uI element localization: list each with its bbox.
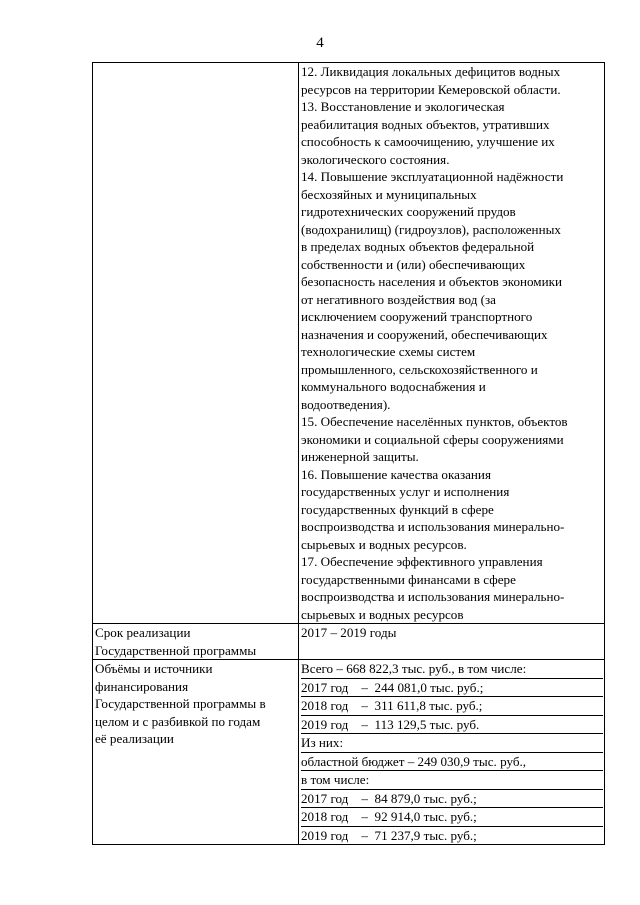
goal-line: 13. Восстановление и экологическая [301, 99, 505, 114]
finance-line: в том числе: [301, 770, 603, 789]
goal-line: от негативного воздействия вод (за [301, 291, 496, 307]
goal-line: собственности и (или) обеспечивающих [301, 256, 526, 272]
goal-line: сырьевых и водных ресурсов. [301, 536, 467, 552]
finance-label-line: Объёмы и источники [95, 661, 213, 676]
finance-line: Всего – 668 822,3 тыс. руб., в том числе: [301, 661, 527, 676]
goal-line: государственных функций в сфере [301, 501, 494, 517]
goal-line: сырьевых и водных ресурсов [301, 606, 464, 622]
finance-label-line: финансирования [95, 678, 189, 694]
goal-line: промышленного, сельскохозяйственного и [301, 361, 538, 377]
finance-line: 2017 год – 244 081,0 тыс. руб.; [301, 678, 603, 697]
goal-line: гидротехнических сооружений прудов [301, 204, 516, 219]
goal-line: водоотведения). [301, 396, 391, 412]
finance-line: 2018 год – 311 611,8 тыс. руб.; [301, 696, 603, 715]
table-row-goals [93, 63, 605, 624]
goal-line: 12. Ликвидация локальных дефицитов водных [301, 64, 561, 79]
goal-line: воспроизводства и использования минерально- [301, 519, 565, 534]
finance-label-line: Государственной программы в [95, 696, 266, 711]
goal-line: реабилитация водных объектов, утративших [301, 116, 550, 132]
goal-line: назначения и сооружений, обеспечивающих [301, 326, 548, 342]
goal-line: экологического состояния. [301, 151, 450, 167]
goal-line: государственных услуг и исполнения [301, 484, 510, 499]
finance-line: областной бюджет – 249 030,9 тыс. руб., [301, 752, 603, 771]
goal-line: безопасность населения и объектов экономики [301, 274, 562, 289]
goal-line: инженерной защиты. [301, 449, 419, 464]
goal-line: экономики и социальной сферы сооружениями [301, 431, 564, 447]
finance-value-cell [299, 660, 605, 845]
goal-line: ресурсов на территории Кемеровской области. [301, 81, 561, 97]
finance-line: 2017 год – 84 879,0 тыс. руб.; [301, 789, 603, 808]
page-number: 4 [316, 35, 324, 51]
table-row-term [93, 624, 605, 660]
goal-line: технологические схемы систем [301, 344, 476, 359]
finance-line: 2018 год – 92 914,0 тыс. руб.; [301, 807, 603, 826]
finance-label-line: целом и с разбивкой по годам [95, 713, 261, 729]
goal-line: 15. Обеспечение населённых пунктов, объектов [301, 414, 568, 429]
goal-line: (водохранилищ) (гидроузлов), расположенных [301, 221, 561, 237]
finance-line: 2019 год – 113 129,5 тыс. руб. [301, 715, 603, 734]
finance-line: Из них: [301, 733, 603, 752]
program-passport-table [92, 62, 605, 845]
finance-label-cell [93, 660, 299, 845]
goal-line: государственными финансами в сфере [301, 571, 516, 587]
goals-value-cell [299, 63, 605, 624]
term-label-line: Срок реализации [95, 625, 191, 640]
finance-label-line: её реализации [95, 731, 174, 746]
goal-line: 17. Обеспечение эффективного управления [301, 554, 543, 569]
goal-line: бесхозяйных и муниципальных [301, 186, 477, 202]
table-row-finance [93, 660, 605, 845]
goal-line: 14. Повышение эксплуатационной надёжности [301, 169, 564, 184]
term-label-cell [93, 624, 299, 660]
term-label-line: Государственной программы [95, 642, 257, 658]
goal-line: 16. Повышение качества оказания [301, 466, 491, 482]
goal-line: в пределах водных объектов федеральной [301, 239, 535, 254]
finance-line: 2019 год – 71 237,9 тыс. руб.; [301, 826, 603, 845]
goals-label-cell [93, 63, 299, 624]
goal-line: способность к самоочищению, улучшение их [301, 134, 555, 149]
term-value-cell: 2017 – 2019 годы [299, 624, 605, 660]
goal-line: коммунального водоснабжения и [301, 379, 486, 394]
goal-line: исключением сооружений транспортного [301, 309, 533, 324]
goal-line: воспроизводства и использования минерально- [301, 589, 565, 604]
